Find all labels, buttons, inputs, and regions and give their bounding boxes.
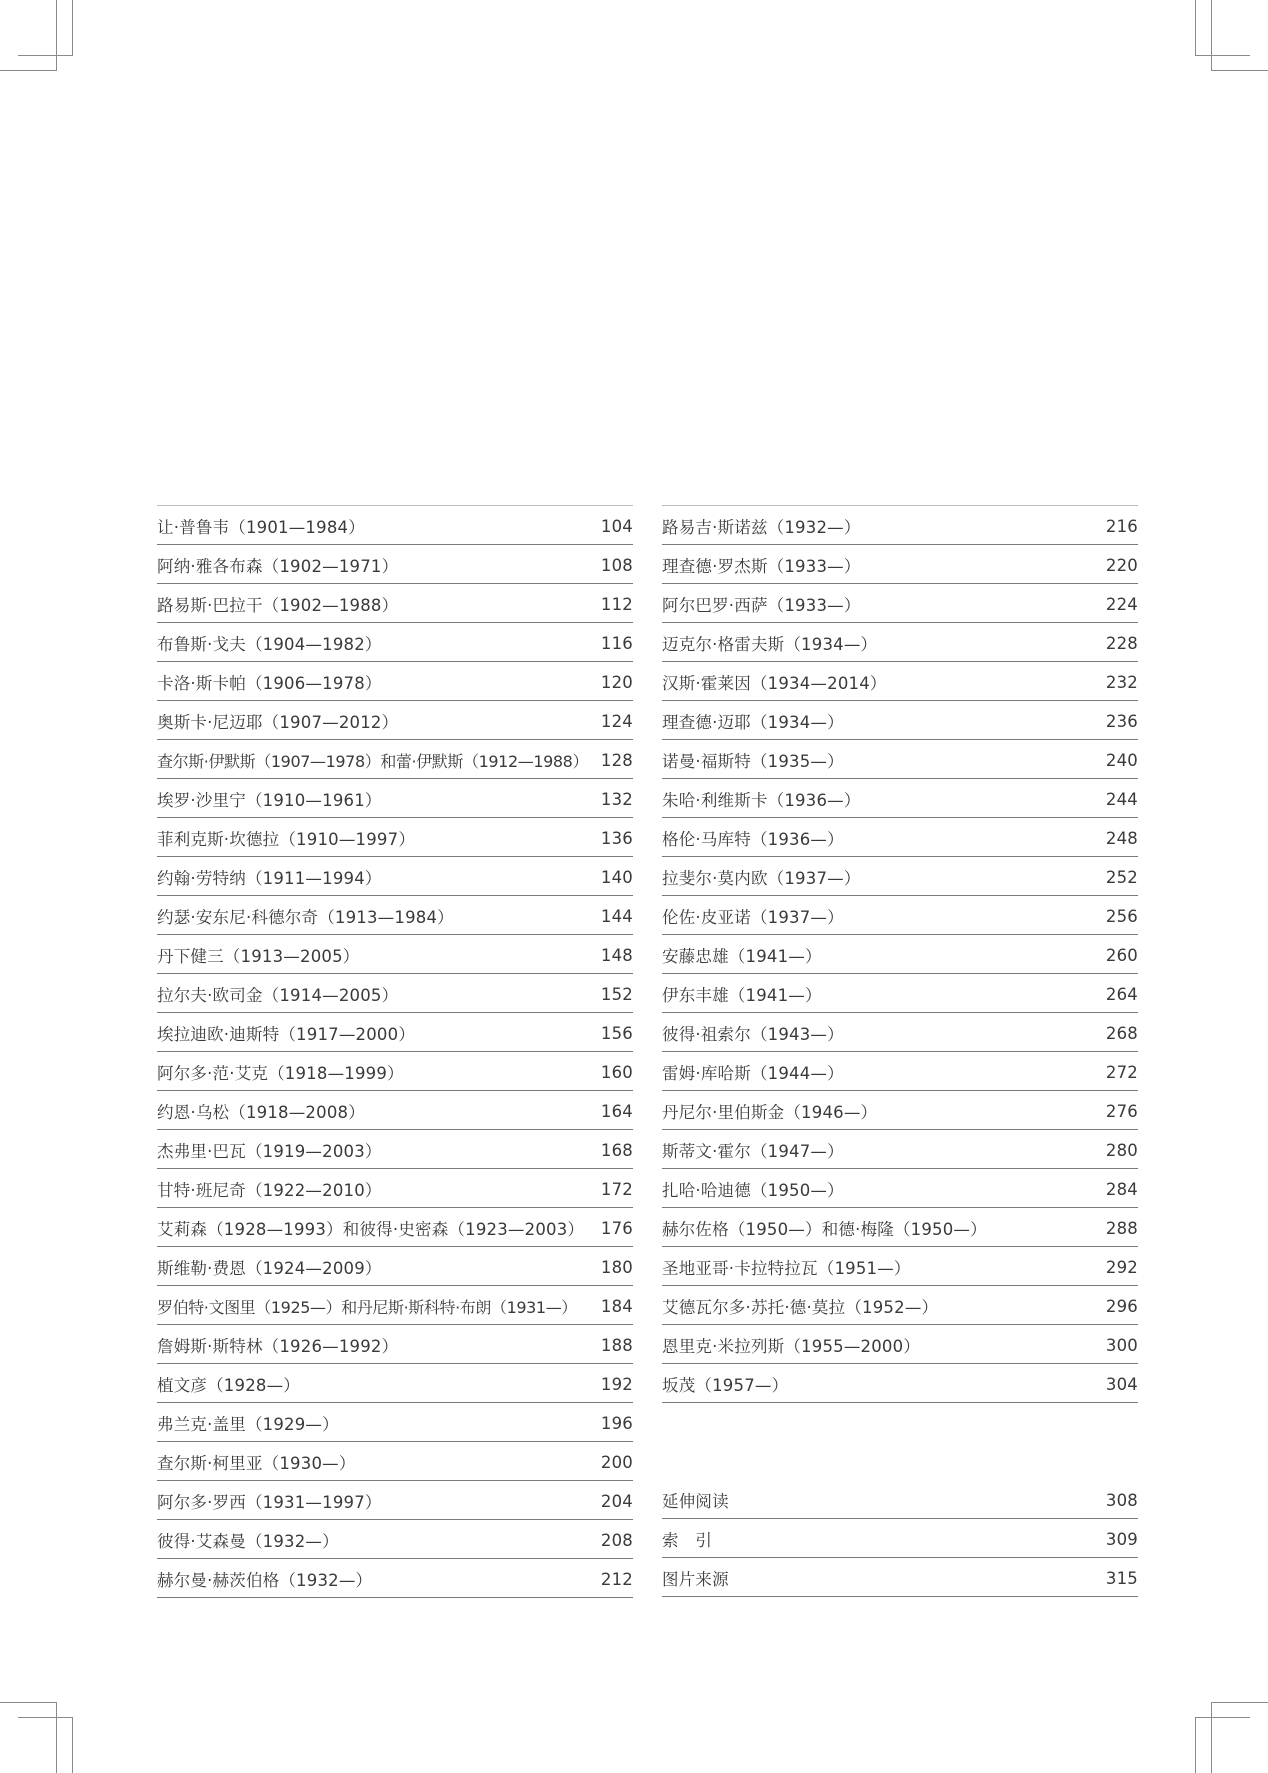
crop-mark-top-right-v2 [1211,0,1212,71]
toc-entry-page: 228 [1105,633,1138,653]
toc-entry-page: 296 [1105,1296,1138,1316]
toc-entry-title: 格伦·马库特（1936—） [662,830,844,849]
toc-entry-title: 阿纳·雅各布森（1902—1971） [157,557,399,576]
toc-entry[interactable] [157,818,633,857]
toc-entry-page: 212 [600,1569,633,1589]
toc-entry-title: 朱哈·利维斯卡（1936—） [662,791,861,810]
toc-entry-page: 292 [1105,1257,1138,1277]
toc-entry[interactable] [662,1130,1138,1169]
toc-entry-page: 260 [1105,945,1138,965]
toc-entry[interactable] [662,935,1138,974]
toc-entry-page: 120 [600,672,633,692]
toc-entry-page: 236 [1105,711,1138,731]
toc-entry[interactable] [662,1286,1138,1325]
toc-entry-title: 查尔斯·柯里亚（1930—） [157,1454,356,1473]
toc-entry-page: 309 [1105,1529,1138,1549]
crop-mark-bottom-right-v [1195,1717,1196,1773]
toc-entry-page: 280 [1105,1140,1138,1160]
toc-entry-title: 圣地亚哥·卡拉特拉瓦（1951—） [662,1259,911,1278]
toc-entry-page: 200 [600,1452,633,1472]
toc-entry[interactable] [157,1559,633,1598]
toc-entry-title: 扎哈·哈迪德（1950—） [662,1181,844,1200]
toc-entry-page: 220 [1105,555,1138,575]
toc-entry-page: 156 [600,1023,633,1043]
toc-entry-title: 弗兰克·盖里（1929—） [157,1415,339,1434]
crop-mark-top-left-h2 [18,55,72,56]
toc-entry-title: 菲利克斯·坎德拉（1910—1997） [157,830,416,849]
toc-entry-title: 图片来源 [662,1570,729,1589]
toc-entry-page: 172 [600,1179,633,1199]
toc-entry-title: 彼得·祖索尔（1943—） [662,1025,844,1044]
toc-entry-page: 152 [600,984,633,1004]
toc-entry-title: 赫尔曼·赫茨伯格（1932—） [157,1571,373,1590]
toc-entry[interactable] [157,1169,633,1208]
toc-entry[interactable] [662,1013,1138,1052]
crop-mark-top-left-v [72,0,73,56]
toc-entry[interactable] [157,1247,633,1286]
toc-entry[interactable] [157,584,633,623]
toc-entry[interactable] [662,779,1138,818]
toc-entry[interactable] [157,935,633,974]
toc-entry-page: 216 [1105,516,1138,536]
toc-entry-title: 汉斯·霍莱因（1934—2014） [662,674,887,693]
toc-entry[interactable] [157,1481,633,1520]
toc-entry-title: 迈克尔·格雷夫斯（1934—） [662,635,878,654]
crop-mark-bottom-left-h [0,1702,56,1703]
toc-entry-title: 理查德·罗杰斯（1933—） [662,557,861,576]
toc-entry-page: 128 [600,750,633,770]
toc-entry-page: 108 [600,555,633,575]
toc-entry-page: 148 [600,945,633,965]
toc-entry-title: 雷姆·库哈斯（1944—） [662,1064,844,1083]
toc-entry-title: 理查德·迈耶（1934—） [662,713,844,732]
toc-entry[interactable] [157,1091,633,1130]
toc-entry-page: 308 [1105,1490,1138,1510]
toc-entry-title: 植文彦（1928—） [157,1376,300,1395]
toc-entry-title: 路易吉·斯诺兹（1932—） [662,518,861,537]
toc-entry[interactable] [662,662,1138,701]
toc-entry[interactable] [662,1091,1138,1130]
toc-entry-page: 184 [600,1296,633,1316]
toc-entry-page: 176 [600,1218,633,1238]
toc-entry-title: 查尔斯·伊默斯（1907—1978）和蕾·伊默斯（1912—1988） [157,751,589,771]
toc-left-column [157,505,633,1598]
toc-entry[interactable] [662,1364,1138,1403]
toc-entry[interactable] [157,1286,633,1325]
toc-entry-page: 136 [600,828,633,848]
toc-entry[interactable] [662,701,1138,740]
toc-entry[interactable] [157,1325,633,1364]
toc-entry[interactable] [157,896,633,935]
toc-entry-title: 斯蒂文·霍尔（1947—） [662,1142,844,1161]
toc-entry-title: 恩里克·米拉列斯（1955—2000） [662,1337,921,1356]
toc-entry[interactable] [157,1403,633,1442]
toc-entry-page: 204 [600,1491,633,1511]
toc-right-column [662,505,1138,1597]
toc-entry-title: 艾德瓦尔多·苏托·德·莫拉（1952—） [662,1298,939,1317]
toc-entry-page: 168 [600,1140,633,1160]
toc-entry[interactable] [157,857,633,896]
toc-entry-page: 300 [1105,1335,1138,1355]
toc-entry-page: 304 [1105,1374,1138,1394]
toc-entry[interactable] [662,896,1138,935]
toc-entry-title: 赫尔佐格（1950—）和德·梅隆（1950—） [662,1220,987,1239]
toc-entry-title: 约瑟·安东尼·科德尔奇（1913—1984） [157,908,454,927]
toc-entry-page: 248 [1105,828,1138,848]
toc-entry-page: 192 [600,1374,633,1394]
toc-entry[interactable] [662,857,1138,896]
toc-entry[interactable] [157,1208,633,1247]
toc-entry-title: 阿尔巴罗·西萨（1933—） [662,596,861,615]
toc-entry[interactable] [157,779,633,818]
toc-entry-page: 268 [1105,1023,1138,1043]
toc-entry[interactable] [662,1169,1138,1208]
toc-entry-title: 斯维勒·费恩（1924—2009） [157,1259,382,1278]
toc-entry[interactable] [662,506,1138,545]
toc-entry-title: 索 引 [662,1531,713,1550]
toc-entry[interactable] [157,1013,633,1052]
toc-entry-page: 140 [600,867,633,887]
toc-entry-page: 284 [1105,1179,1138,1199]
toc-entry-page: 224 [1105,594,1138,614]
toc-entry-title: 路易斯·巴拉干（1902—1988） [157,596,399,615]
toc-entry[interactable] [157,1052,633,1091]
toc-entry-page: 272 [1105,1062,1138,1082]
toc-entry-title: 伦佐·皮亚诺（1937—） [662,908,844,927]
toc-entry[interactable] [662,1208,1138,1247]
toc-entry-title: 约恩·乌松（1918—2008） [157,1103,365,1122]
crop-mark-bottom-right-h2 [1195,1717,1250,1718]
toc-entry-title: 彼得·艾森曼（1932—） [157,1532,339,1551]
toc-entry-title: 杰弗里·巴瓦（1919—2003） [157,1142,382,1161]
crop-mark-top-left-h [0,70,56,71]
toc-entry-title: 拉斐尔·莫内欧（1937—） [662,869,861,888]
toc-entry[interactable] [157,740,633,779]
toc-entry-title: 艾莉森（1928—1993）和彼得·史密森（1923—2003） [157,1220,585,1239]
toc-entry-title: 拉尔夫·欧司金（1914—2005） [157,986,399,1005]
toc-entry[interactable] [662,818,1138,857]
toc-entry[interactable] [662,1052,1138,1091]
toc-entry-title: 丹下健三（1913—2005） [157,947,360,966]
crop-mark-top-right-v [1195,0,1196,56]
toc-entry[interactable] [157,1442,633,1481]
toc-entry-page: 116 [600,633,633,653]
toc-entry-title: 阿尔多·范·艾克（1918—1999） [157,1064,404,1083]
toc-entry-page: 256 [1105,906,1138,926]
crop-mark-top-right-h [1212,70,1268,71]
toc-entry-title: 伊东丰雄（1941—） [662,986,822,1005]
crop-mark-top-left-v2 [56,0,57,71]
toc-spacer [662,1403,1138,1442]
toc-entry-page: 104 [600,516,633,536]
toc-entry[interactable] [157,506,633,545]
toc-entry[interactable] [157,701,633,740]
toc-entry-title: 让·普鲁韦（1901—1984） [157,518,365,537]
toc-entry[interactable] [157,545,633,584]
toc-entry-page: 240 [1105,750,1138,770]
toc-entry-title: 埃罗·沙里宁（1910—1961） [157,791,382,810]
toc-entry-title: 詹姆斯·斯特林（1926—1992） [157,1337,399,1356]
crop-mark-bottom-right-v2 [1211,1702,1212,1773]
toc-entry[interactable] [157,974,633,1013]
toc-entry-page: 276 [1105,1101,1138,1121]
toc-entry[interactable] [157,1520,633,1559]
toc-entry-title: 罗伯特·文图里（1925—）和丹尼斯·斯科特·布朗（1931—） [157,1297,577,1317]
toc-entry-title: 埃拉迪欧·迪斯特（1917—2000） [157,1025,416,1044]
toc-entry-page: 232 [1105,672,1138,692]
toc-entry-title: 延伸阅读 [662,1492,729,1511]
toc-entry[interactable] [157,623,633,662]
toc-entry[interactable] [662,1247,1138,1286]
toc-entry-page: 264 [1105,984,1138,1004]
toc-entry-title: 卡洛·斯卡帕（1906—1978） [157,674,382,693]
toc-entry-title: 约翰·劳特纳（1911—1994） [157,869,382,888]
toc-entry-page: 288 [1105,1218,1138,1238]
toc-entry-page: 160 [600,1062,633,1082]
toc-appendix-entry[interactable] [662,1480,1138,1519]
toc-entry[interactable] [662,1325,1138,1364]
toc-entry[interactable] [157,1130,633,1169]
crop-mark-top-right-h2 [1195,55,1250,56]
toc-entry-page: 188 [600,1335,633,1355]
crop-mark-bottom-left-v [72,1717,73,1773]
toc-entry-page: 196 [600,1413,633,1433]
crop-mark-bottom-right-h [1212,1702,1268,1703]
crop-mark-bottom-left-v2 [56,1702,57,1773]
toc-entry-title: 奥斯卡·尼迈耶（1907—2012） [157,713,399,732]
toc-entry-page: 112 [600,594,633,614]
toc-entry[interactable] [662,584,1138,623]
toc-entry-page: 252 [1105,867,1138,887]
toc-appendix-entry[interactable] [662,1558,1138,1597]
toc-spacer [662,1441,1138,1480]
toc-entry-page: 315 [1105,1568,1138,1588]
toc-entry-title: 布鲁斯·戈夫（1904—1982） [157,635,382,654]
toc-entry[interactable] [662,740,1138,779]
toc-entry[interactable] [662,623,1138,662]
toc-entry-page: 244 [1105,789,1138,809]
crop-mark-bottom-left-h2 [18,1717,72,1718]
toc-entry-page: 124 [600,711,633,731]
toc-entry-page: 164 [600,1101,633,1121]
toc-appendix-entry[interactable] [662,1519,1138,1558]
toc-entry-title: 坂茂（1957—） [662,1376,789,1395]
toc-entry-page: 180 [600,1257,633,1277]
toc-entry-title: 丹尼尔·里伯斯金（1946—） [662,1103,878,1122]
toc-entry-page: 132 [600,789,633,809]
toc-entry-title: 安藤忠雄（1941—） [662,947,822,966]
toc-entry-page: 144 [600,906,633,926]
toc-entry[interactable] [662,545,1138,584]
toc-entry[interactable] [662,974,1138,1013]
toc-entry-title: 阿尔多·罗西（1931—1997） [157,1493,382,1512]
toc-entry-title: 甘特·班尼奇（1922—2010） [157,1181,382,1200]
toc-entry[interactable] [157,662,633,701]
toc-entry-page: 208 [600,1530,633,1550]
toc-entry-title: 诺曼·福斯特（1935—） [662,752,844,771]
toc-entry[interactable] [157,1364,633,1403]
